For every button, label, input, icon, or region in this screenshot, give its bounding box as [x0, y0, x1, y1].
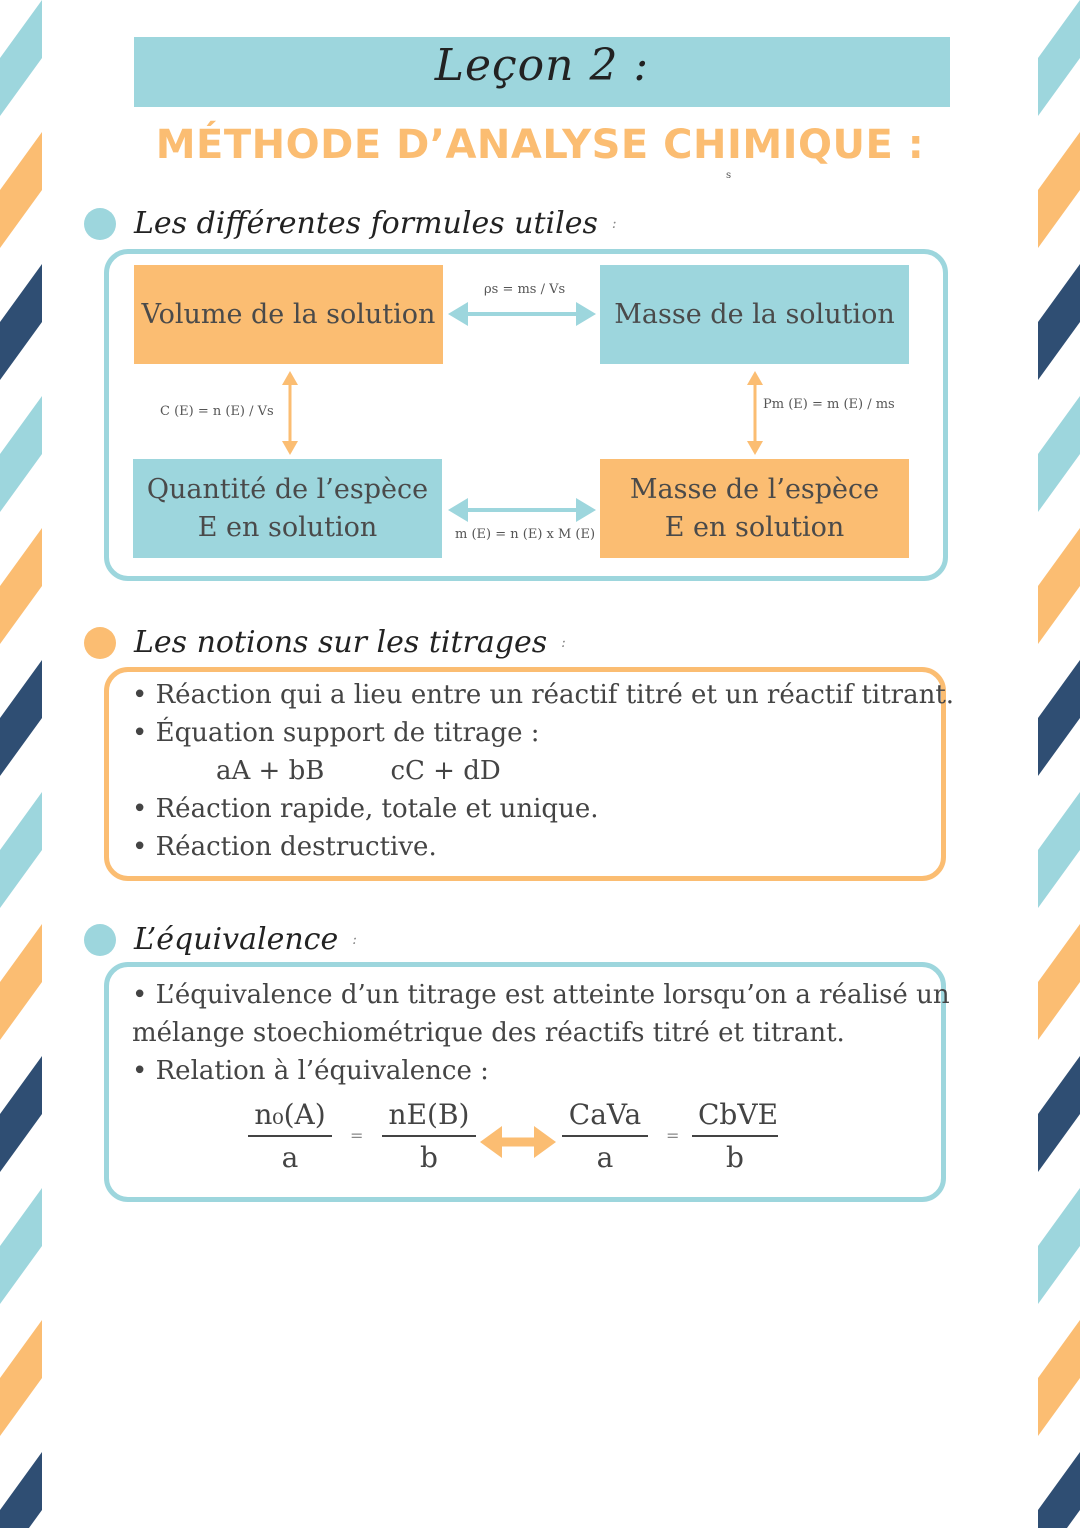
box-masse-espece-line1: Masse de l’espèce [629, 473, 880, 505]
stripe-segment [0, 1320, 42, 1436]
stripe-segment [1038, 660, 1080, 776]
right-stripe-border [1038, 0, 1080, 1528]
box-quantite-espece [133, 459, 442, 558]
section-formulas-heading [84, 206, 617, 241]
stripe-segment [0, 1188, 42, 1304]
bullet-dot [84, 627, 116, 659]
stripe-segment [1038, 1056, 1080, 1172]
double-arrow-equivalence [478, 1122, 558, 1162]
fraction-numerator: n₀(A) [248, 1098, 332, 1137]
fraction-denominator: b [420, 1141, 438, 1174]
stray-mark: s [726, 170, 732, 181]
section-equivalence-title: L’équivalence [134, 922, 339, 957]
equivalence-list [132, 976, 950, 1090]
stripe-segment [1038, 528, 1080, 644]
box-masse-espece-line2: E en solution [664, 511, 845, 543]
stripe-segment [0, 132, 42, 248]
stripe-segment [0, 792, 42, 908]
stripe-segment [1038, 1188, 1080, 1304]
bullet-dot [84, 924, 116, 956]
stripe-segment [1038, 264, 1080, 380]
left-stripe-border [0, 0, 42, 1528]
section-titrages-title: Les notions sur les titrages [134, 625, 548, 660]
stripe-segment [1038, 792, 1080, 908]
box-quantite-line1: Quantité de l’espèce [146, 473, 429, 505]
equivalence-line-2: mélange stoechiométrique des réactifs titré et titrant. [132, 1018, 845, 1048]
arrow-volume-masse [446, 296, 598, 332]
fraction-denominator: b [726, 1141, 744, 1174]
titrage-line-4: • Réaction destructive. [132, 832, 437, 862]
arrow-masse-solution-espece [741, 369, 769, 457]
titrage-equation: aA + bB cC + dD [216, 756, 501, 786]
lesson-number: Leçon 2 : [434, 40, 650, 91]
box-masse-solution: Masse de la solution [600, 265, 909, 364]
stripe-segment [1038, 0, 1080, 116]
stripe-segment [0, 528, 42, 644]
titrage-line-2: • Équation support de titrage : [132, 718, 540, 748]
titrage-line-1: • Réaction qui a lieu entre un réactif titré et un réactif titrant. [132, 680, 955, 710]
fraction-numerator: nE(B) [382, 1098, 476, 1137]
fraction-CbVE-b [692, 1098, 778, 1174]
stripe-segment [0, 0, 42, 116]
titrage-line-3: • Réaction rapide, totale et unique. [132, 794, 599, 824]
stripe-segment [0, 1056, 42, 1172]
section-equivalence-heading [84, 922, 357, 957]
fraction-CaVa-a [562, 1098, 648, 1174]
box-quantite-line2: E en solution [197, 511, 378, 543]
stripe-segment [0, 924, 42, 1040]
arrow-quantite-masse-espece [446, 492, 598, 528]
page-title: MÉTHODE D’ANALYSE CHIMIQUE : [155, 122, 925, 168]
formula-pourcentage-massique: Pm (E) = m (E) / ms [763, 397, 895, 412]
fraction-nE-b [382, 1098, 476, 1174]
titrages-list [132, 676, 954, 866]
heading-colon: : [561, 634, 566, 651]
equivalence-line-1: • L’équivalence d’un titrage est atteinte lorsqu’on a réalisé un [132, 980, 950, 1010]
stripe-segment [1038, 924, 1080, 1040]
stripe-segment [0, 660, 42, 776]
stripe-segment [1038, 396, 1080, 512]
stripe-segment [1038, 132, 1080, 248]
box-masse-espece [600, 459, 909, 558]
bullet-dot [84, 208, 116, 240]
stripe-segment [1038, 1320, 1080, 1436]
arrow-volume-quantite [276, 369, 304, 457]
equals-sign: = [350, 1126, 364, 1145]
formula-masse-espece: m (E) = n (E) x M (E) [455, 527, 596, 542]
heading-colon: : [611, 215, 617, 232]
fraction-numerator: CbVE [692, 1098, 778, 1137]
equals-sign: = [666, 1126, 680, 1145]
formula-masse-volumique: ρs = ms / Vs [484, 282, 566, 297]
equivalence-line-3: • Relation à l’équivalence : [132, 1056, 489, 1086]
fraction-denominator: a [281, 1141, 299, 1174]
section-titrages-heading [84, 625, 566, 660]
box-volume-solution: Volume de la solution [134, 265, 443, 364]
fraction-denominator: a [596, 1141, 614, 1174]
stripe-segment [1038, 1452, 1080, 1528]
stripe-segment [0, 264, 42, 380]
stripe-segment [0, 1452, 42, 1528]
formula-concentration: C (E) = n (E) / Vs [160, 404, 274, 419]
stripe-segment [0, 396, 42, 512]
heading-colon: : [352, 931, 357, 948]
fraction-n0-a [248, 1098, 332, 1174]
fraction-numerator: CaVa [562, 1098, 648, 1137]
section-formulas-title: Les différentes formules utiles [134, 206, 598, 241]
